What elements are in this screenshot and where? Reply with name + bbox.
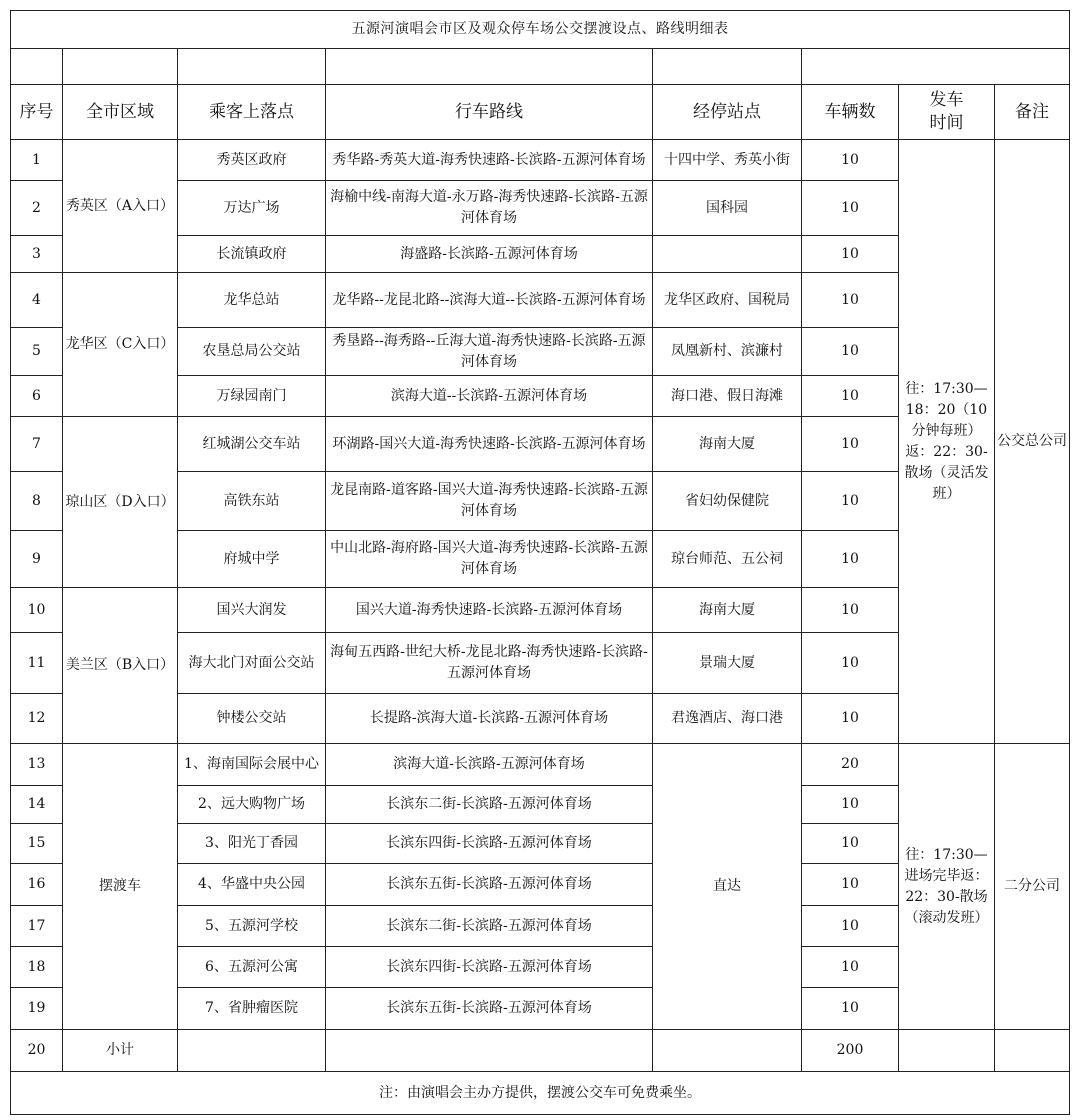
header-no: 序号 (11, 85, 63, 140)
header-area: 全市区域 (63, 85, 178, 140)
row-stop: 龙华总站 (178, 273, 326, 328)
row-stop: 国兴大润发 (178, 588, 326, 633)
row-stop: 7、省肿瘤医院 (178, 988, 326, 1030)
header-remark: 备注 (995, 85, 1070, 140)
header-route: 行车路线 (326, 85, 653, 140)
header-stop: 乘客上落点 (178, 85, 326, 140)
row-stop: 万绿园南门 (178, 376, 326, 417)
header-vehicles: 车辆数 (802, 85, 899, 140)
blank-cell (11, 49, 63, 85)
row-route: 长滨东四街-长滨路-五源河体育场 (326, 947, 653, 988)
row-via: 龙华区政府、国税局 (653, 273, 802, 328)
row-vehicles: 10 (802, 588, 899, 633)
row-vehicles: 20 (802, 744, 899, 786)
header-via: 经停站点 (653, 85, 802, 140)
row-vehicles: 10 (802, 531, 899, 588)
row-route: 环湖路-国兴大道-海秀快速路-长滨路-五源河体育场 (326, 417, 653, 472)
row-vehicles: 10 (802, 472, 899, 531)
blank-cell (653, 49, 802, 85)
row-route: 长滨东五街-长滨路-五源河体育场 (326, 988, 653, 1030)
row-via: 景瑞大厦 (653, 633, 802, 694)
bus-route-table (10, 10, 1070, 1115)
row-no: 9 (11, 531, 63, 588)
row-route: 国兴大道-海秀快速路-长滨路-五源河体育场 (326, 588, 653, 633)
row-no: 15 (11, 824, 63, 864)
row-vehicles: 10 (802, 864, 899, 906)
row-stop: 2、远大购物广场 (178, 786, 326, 824)
row-stop: 府城中学 (178, 531, 326, 588)
row-via: 国科园 (653, 181, 802, 236)
note-row (11, 1072, 1070, 1115)
district-meilan: 美兰区（B入口） (63, 588, 178, 744)
row-via (653, 236, 802, 273)
shuttle-via: 直达 (653, 744, 802, 1030)
row-vehicles: 10 (802, 273, 899, 328)
row-no: 16 (11, 864, 63, 906)
row-no: 19 (11, 988, 63, 1030)
row-vehicles: 10 (802, 988, 899, 1030)
row-no: 4 (11, 273, 63, 328)
row-vehicles: 10 (802, 824, 899, 864)
row-route: 海甸五西路-世纪大桥-龙昆北路-海秀快速路-长滨路-五源河体育场 (326, 633, 653, 694)
row-route: 中山北路-海府路-国兴大道-海秀快速路-长滨路-五源河体育场 (326, 531, 653, 588)
row-route: 海盛路-长滨路-五源河体育场 (326, 236, 653, 273)
row-stop: 钟楼公交站 (178, 694, 326, 744)
row-vehicles: 10 (802, 633, 899, 694)
subtotal-row (11, 1030, 1070, 1072)
row-vehicles: 10 (802, 181, 899, 236)
row-route: 秀华路-秀英大道-海秀快速路-长滨路-五源河体育场 (326, 140, 653, 181)
row-no: 5 (11, 328, 63, 376)
row-vehicles: 10 (802, 417, 899, 472)
row-vehicles: 10 (802, 140, 899, 181)
district-longhua: 龙华区（C入口） (63, 273, 178, 417)
blank-cell (63, 49, 178, 85)
row-via: 君逸酒店、海口港 (653, 694, 802, 744)
row-stop: 万达广场 (178, 181, 326, 236)
row-route: 长滨东四街-长滨路-五源河体育场 (326, 824, 653, 864)
row-no: 3 (11, 236, 63, 273)
row-stop: 高铁东站 (178, 472, 326, 531)
row-stop: 4、华盛中央公园 (178, 864, 326, 906)
row-vehicles: 10 (802, 694, 899, 744)
row-route: 海榆中线-南海大道-永万路-海秀快速路-长滨路-五源河体育场 (326, 181, 653, 236)
title-row (11, 11, 1070, 49)
row-no: 13 (11, 744, 63, 786)
row-vehicles: 10 (802, 906, 899, 947)
subtotal-label: 小计 (63, 1030, 178, 1072)
row-no: 11 (11, 633, 63, 694)
header-depart-line2: 时间 (929, 113, 964, 133)
blank-cell (995, 1030, 1070, 1072)
header-row (11, 85, 1070, 140)
blank-cell (326, 1030, 653, 1072)
row-stop: 6、五源河公寓 (178, 947, 326, 988)
row-no: 2 (11, 181, 63, 236)
table-row (11, 744, 1070, 786)
row-no: 18 (11, 947, 63, 988)
row-route: 长滨东二街-长滨路-五源河体育场 (326, 786, 653, 824)
remark-city: 公交总公司 (995, 140, 1070, 744)
blank-cell (178, 1030, 326, 1072)
remark-shuttle: 二分公司 (995, 744, 1070, 1030)
row-no: 1 (11, 140, 63, 181)
row-no: 17 (11, 906, 63, 947)
blank-row (11, 49, 1070, 85)
depart-time-city: 往：17:30—18：20（10分钟每班）返：22：30-散场（灵活发班） (899, 140, 995, 744)
row-via: 海口港、假日海滩 (653, 376, 802, 417)
row-via: 海南大厦 (653, 588, 802, 633)
header-depart-line1: 发车 (929, 90, 964, 110)
depart-time-shuttle: 往：17:30—进场完毕返：22：30-散场（滚动发班） (899, 744, 995, 1030)
row-route: 滨海大道--长滨路-五源河体育场 (326, 376, 653, 417)
row-stop: 5、五源河学校 (178, 906, 326, 947)
row-vehicles: 10 (802, 376, 899, 417)
row-stop: 1、海南国际会展中心 (178, 744, 326, 786)
row-no: 12 (11, 694, 63, 744)
district-shuttle: 摆渡车 (63, 744, 178, 1030)
row-vehicles: 10 (802, 947, 899, 988)
row-route: 长滨东二街-长滨路-五源河体育场 (326, 906, 653, 947)
row-no: 14 (11, 786, 63, 824)
header-depart-time (899, 85, 995, 140)
row-no: 7 (11, 417, 63, 472)
row-route: 龙昆南路-道客路-国兴大道-海秀快速路-长滨路-五源河体育场 (326, 472, 653, 531)
district-qiongshan: 琼山区（D入口） (63, 417, 178, 588)
blank-cell (653, 1030, 802, 1072)
row-via: 省妇幼保健院 (653, 472, 802, 531)
blank-cell (899, 1030, 995, 1072)
district-xiuying: 秀英区（A入口） (63, 140, 178, 273)
row-route: 秀垦路--海秀路--丘海大道-海秀快速路-长滨路-五源河体育场 (326, 328, 653, 376)
table-title: 五源河演唱会市区及观众停车场公交摆渡设点、路线明细表 (11, 11, 1070, 49)
row-via: 十四中学、秀英小街 (653, 140, 802, 181)
row-vehicles: 10 (802, 236, 899, 273)
row-vehicles: 10 (802, 786, 899, 824)
row-route: 长滨东五街-长滨路-五源河体育场 (326, 864, 653, 906)
row-no: 8 (11, 472, 63, 531)
blank-cell (802, 49, 1070, 85)
blank-cell (178, 49, 326, 85)
row-stop: 长流镇政府 (178, 236, 326, 273)
table-row (11, 140, 1070, 181)
row-via: 琼台师范、五公祠 (653, 531, 802, 588)
row-via: 海南大厦 (653, 417, 802, 472)
row-stop: 3、阳光丁香园 (178, 824, 326, 864)
row-no: 10 (11, 588, 63, 633)
row-via: 凤凰新村、滨濂村 (653, 328, 802, 376)
footnote: 注：由演唱会主办方提供，摆渡公交车可免费乘坐。 (11, 1072, 1070, 1115)
blank-cell (326, 49, 653, 85)
schedule-sheet (10, 10, 1069, 1112)
row-route: 滨海大道-长滨路-五源河体育场 (326, 744, 653, 786)
subtotal-vehicles: 200 (802, 1030, 899, 1072)
row-route: 龙华路--龙昆北路--滨海大道--长滨路-五源河体育场 (326, 273, 653, 328)
row-stop: 海大北门对面公交站 (178, 633, 326, 694)
row-vehicles: 10 (802, 328, 899, 376)
row-stop: 农垦总局公交站 (178, 328, 326, 376)
row-stop: 红城湖公交车站 (178, 417, 326, 472)
row-stop: 秀英区政府 (178, 140, 326, 181)
row-no: 6 (11, 376, 63, 417)
row-route: 长提路-滨海大道-长滨路-五源河体育场 (326, 694, 653, 744)
subtotal-no: 20 (11, 1030, 63, 1072)
